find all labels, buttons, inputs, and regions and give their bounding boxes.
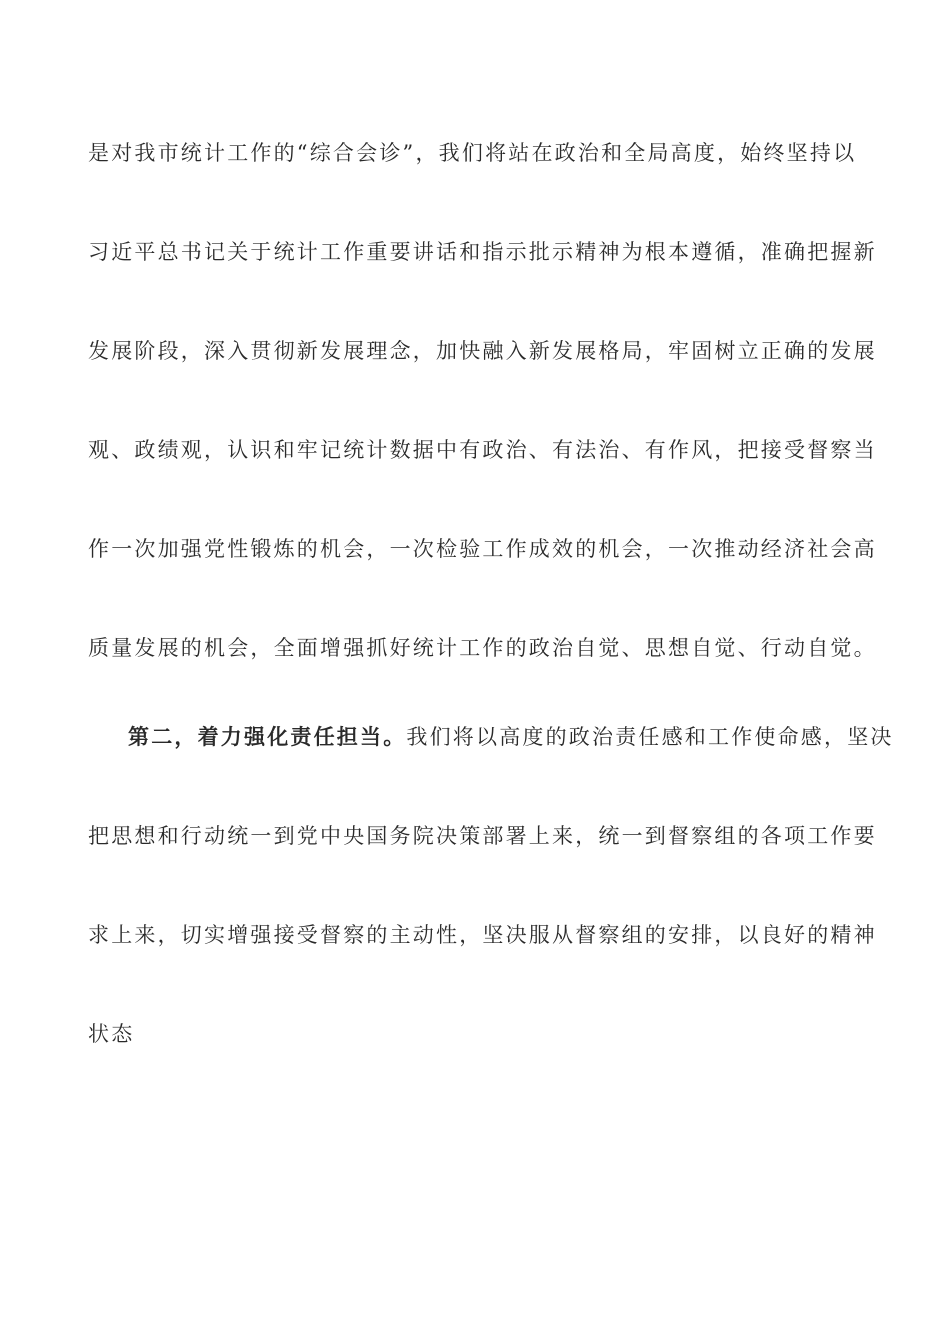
text-line: 求上来，切实增强接受督察的主动性，坚决服从督察组的安排，以良好的精神 — [88, 923, 877, 947]
text-line: 作一次加强党性锻炼的机会，一次检验工作成效的机会，一次推动经济社会高 — [88, 537, 877, 561]
paragraph-text: 我们将以高度的政治责任感和工作使命感，坚决 — [406, 725, 894, 749]
text-line: 是对我市统计工作的“综合会诊”，我们将站在政治和全局高度，始终坚持以 — [88, 141, 857, 165]
text-line: 习近平总书记关于统计工作重要讲话和指示批示精神为根本遵循，准确把握新 — [88, 240, 877, 264]
text-line: 把思想和行动统一到党中央国务院决策部署上来，统一到督察组的各项工作要 — [88, 824, 877, 848]
text-line: 状态 — [88, 1022, 135, 1046]
text-line: 观、政绩观，认识和牢记统计数据中有政治、有法治、有作风，把接受督察当 — [88, 438, 877, 462]
text-line: 发展阶段，深入贯彻新发展理念，加快融入新发展格局，牢固树立正确的发展 — [88, 339, 877, 363]
text-line — [128, 723, 894, 751]
paragraph-heading: 第二，着力强化责任担当。 — [128, 724, 407, 749]
text-line: 质量发展的机会，全面增强抓好统计工作的政治自觉、思想自觉、行动自觉。 — [88, 636, 877, 660]
